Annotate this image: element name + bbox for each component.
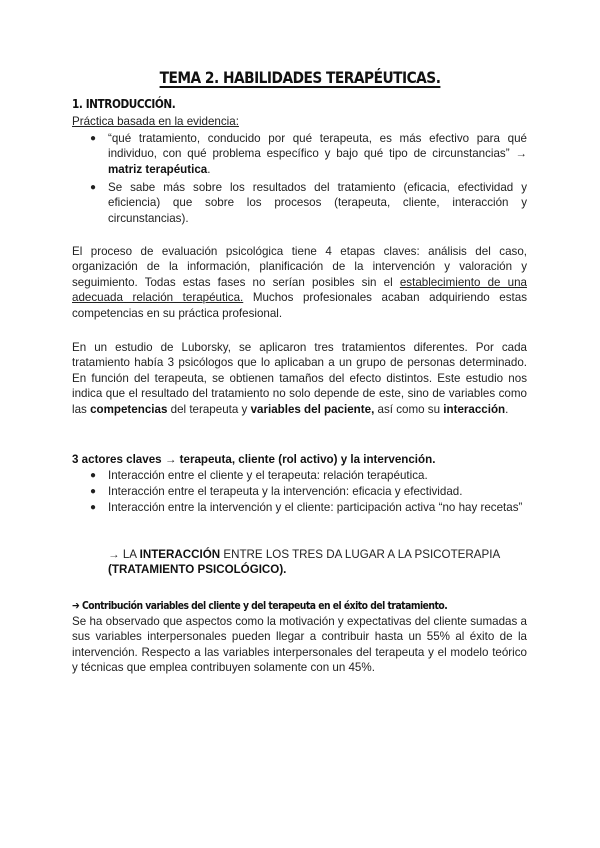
para1-text-a: El proceso de evaluación psicológica tiene 4 etapas claves: análisis del caso, organización de la información, planificación de la intervención y valoración y seguimiento. Todas estas fases no serían posibles sin el bbox=[72, 245, 527, 289]
subheading-practica: Práctica basada en la evidencia: bbox=[72, 115, 239, 128]
list-item-text: Interacción entre la intervención y el cliente: participación activa “no hay recetas” bbox=[108, 501, 523, 514]
para1-text-b: Muchos profesionales acaban adquiriendo estas competencias en su práctica profesional. bbox=[72, 291, 527, 320]
paragraph-proceso bbox=[72, 244, 527, 321]
list-item-text: Se sabe más sobre los resultados del tratamiento (eficacia, efectividad y eficiencia) que sobre los procesos (terapeuta, cliente, interacción y circunstancias). bbox=[108, 181, 527, 225]
actors-heading-text: 3 actores claves → terapeuta, cliente (rol activo) y la intervención. bbox=[72, 453, 436, 466]
para2-text-c: del terapeuta y bbox=[170, 402, 248, 416]
bullet-dot: ● bbox=[90, 470, 97, 481]
paragraph-contribucion: Se ha observado que aspectos como la motivación y expectativas del cliente sumadas a sus variables interpersonales pueden llegar a contribuir hasta un 55% al éxito de la intervención. Respecto a las variables interpersonales del terapeuta y el modelo teórico y técnicas que emplea contribuyen solamente con un 45%. bbox=[72, 615, 527, 675]
section-heading-introduccion: 1. INTRODUCCIÓN. bbox=[72, 96, 176, 111]
conclusion-text: ENTRE LOS TRES DA LUGAR A LA PSICOTERAPIA bbox=[223, 548, 501, 561]
bullet-dot: ● bbox=[90, 502, 97, 513]
conclusion-arrow: → LA bbox=[108, 548, 137, 561]
para2-text-d: así como su bbox=[377, 402, 441, 416]
bullet1-end: . bbox=[207, 162, 211, 176]
list-item-text: Interacción entre el cliente y el terapeuta: relación terapéutica. bbox=[108, 469, 428, 482]
bullet-dot: ● bbox=[90, 133, 97, 144]
bullet-dot: ● bbox=[90, 486, 97, 497]
paragraph-luborsky bbox=[72, 340, 527, 417]
conclusion-bold: INTERACCIÓN bbox=[139, 548, 221, 561]
list-item-text: Interacción entre el terapeuta y la intervención: eficacia y efectividad. bbox=[108, 485, 463, 498]
conclusion-interaccion bbox=[108, 547, 528, 578]
para2-bold-competencias: competencias bbox=[90, 402, 168, 416]
page-title: TEMA 2. HABILIDADES TERAPÉUTICAS. bbox=[159, 68, 441, 87]
para2-text-a: En un estudio de Luborsky, se aplicaron tres tratamientos diferentes. Por cada tratamiento había 3 psicólogos que lo aplicaban a un grupo de personas determinado. En función del terapeuta, se obtienen tamaños del efecto distintos. Este estudio nos indica que el resultado del tratamiento no solo depende de este, sino de variables como las bbox=[72, 341, 527, 416]
actors-heading bbox=[72, 452, 527, 467]
list-item-text bbox=[108, 131, 527, 177]
para2-bold-variables: variables del paciente, bbox=[250, 402, 375, 416]
conclusion-bold-tratamiento: (TRATAMIENTO PSICOLÓGICO). bbox=[108, 563, 287, 577]
para1-underlined: establecimiento de una adecuada relación terapéutica. bbox=[72, 275, 527, 305]
para2-bold-interaccion: interacción bbox=[443, 402, 506, 416]
section-heading-contribucion: ➔ Contribución variables del cliente y del terapeuta en el éxito del tratamiento. bbox=[72, 599, 448, 612]
bullet-dot: ● bbox=[90, 182, 97, 193]
para2-text-e: . bbox=[505, 402, 509, 416]
bullet1-bold: matriz terapéutica bbox=[108, 162, 208, 176]
bullet1-text: “qué tratamiento, conducido por qué terapeuta, es más efectivo para qué individuo, con qué problema específico y bajo qué tipo de circunstancias” → bbox=[108, 132, 527, 161]
